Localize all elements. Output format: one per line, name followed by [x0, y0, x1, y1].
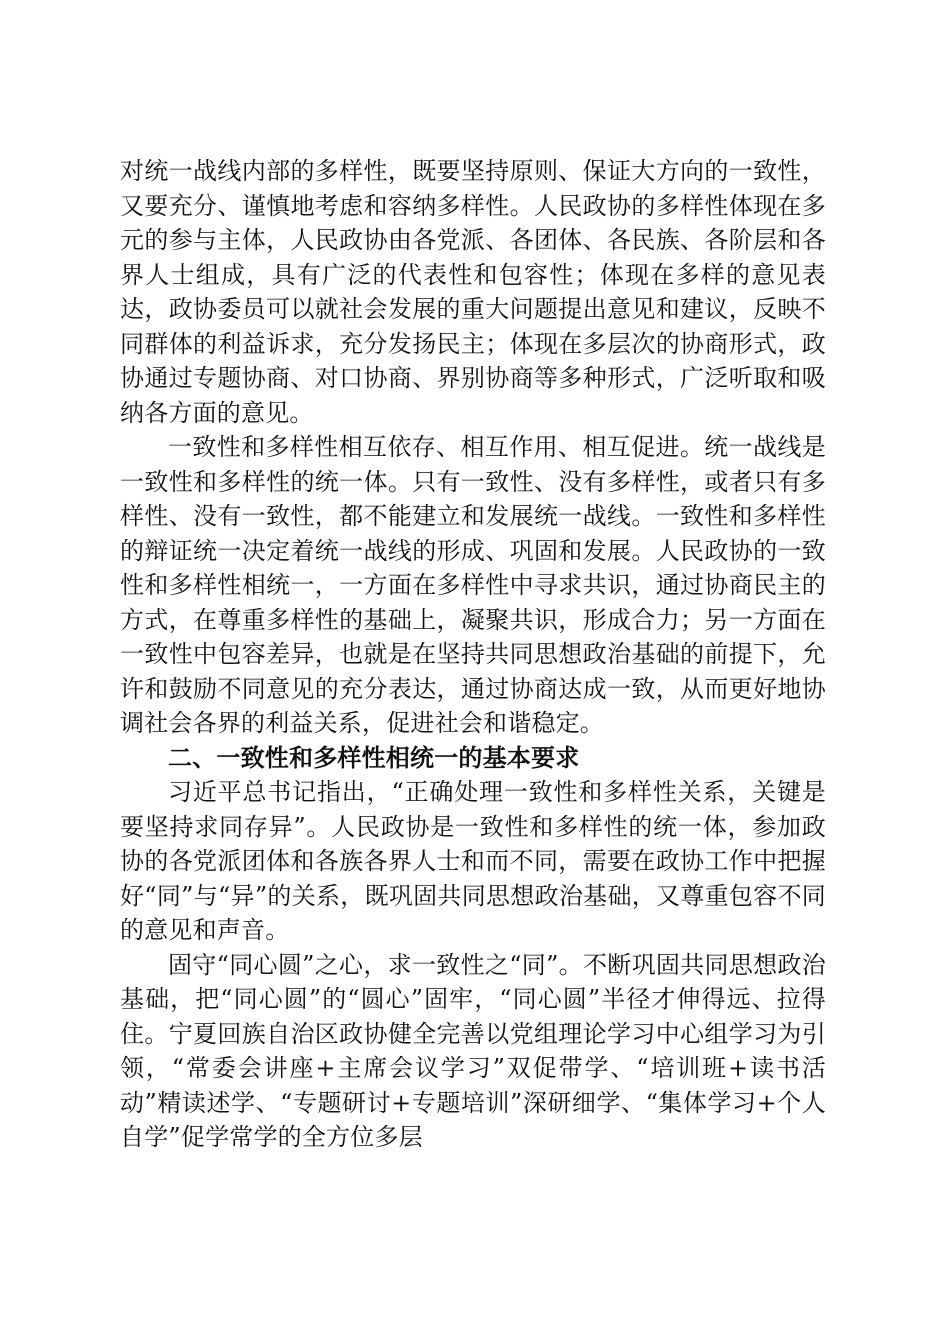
document-page: [120, 154, 826, 1155]
section-heading: 二、一致性和多样性相统一的基本要求: [168, 743, 580, 772]
paragraph-3: 习近平总书记指出，“正确处理一致性和多样性关系，关键是要坚持求同存异”。人民政协是一致性和多样性的统一体，参加政协的各党派团体和各族各界人士和而不同，需要在政协工作中把握好“同”与“异”的关系，既巩固共同思想政治基础，又尊重包容不同的意见和声音。: [120, 778, 826, 944]
paragraph-4: 固守“同心圆”之心，求一致性之“同”。不断巩固共同思想政治基础，把“同心圆”的“圆心”固牢，“同心圆”半径才伸得远、拉得住。宁夏回族自治区政协健全完善以党组理论学习中心组学习为引领，“常委会讲座+主席会议学习”双促带学、“培训班+读书活动”精读述学、“专题研讨+专题培训”深研细学、“集体学习+个人自学”促学常学的全方位多层: [120, 950, 826, 1151]
paragraph-2: 一致性和多样性相互依存、相互作用、相互促进。统一战线是一致性和多样性的统一体。只有一致性、没有多样性，或者只有多样性、没有一致性，都不能建立和发展统一战线。一致性和多样性的辩证统一决定着统一战线的形成、巩固和发展。人民政协的一致性和多样性相统一，一方面在多样性中寻求共识，通过协商民主的方式，在尊重多样性的基础上，凝聚共识，形成合力；另一方面在一致性中包容差异，也就是在坚持共同思想政治基础的前提下，允许和鼓励不同意见的充分表达，通过协商达成一致，从而更好地协调社会各界的利益关系，促进社会和谐稳定。: [120, 433, 826, 737]
paragraph-1: 对统一战线内部的多样性，既要坚持原则、保证大方向的一致性，又要充分、谨慎地考虑和容纳多样性。人民政协的多样性体现在多元的参与主体，人民政协由各党派、各团体、各民族、各阶层和各界人士组成，具有广泛的代表性和包容性；体现在多样的意见表达，政协委员可以就社会发展的重大问题提出意见和建议，反映不同群体的利益诉求，充分发扬民主；体现在多层次的协商形式，政协通过专题协商、对口协商、界别协商等多种形式，广泛听取和吸纳各方面的意见。: [120, 157, 826, 427]
